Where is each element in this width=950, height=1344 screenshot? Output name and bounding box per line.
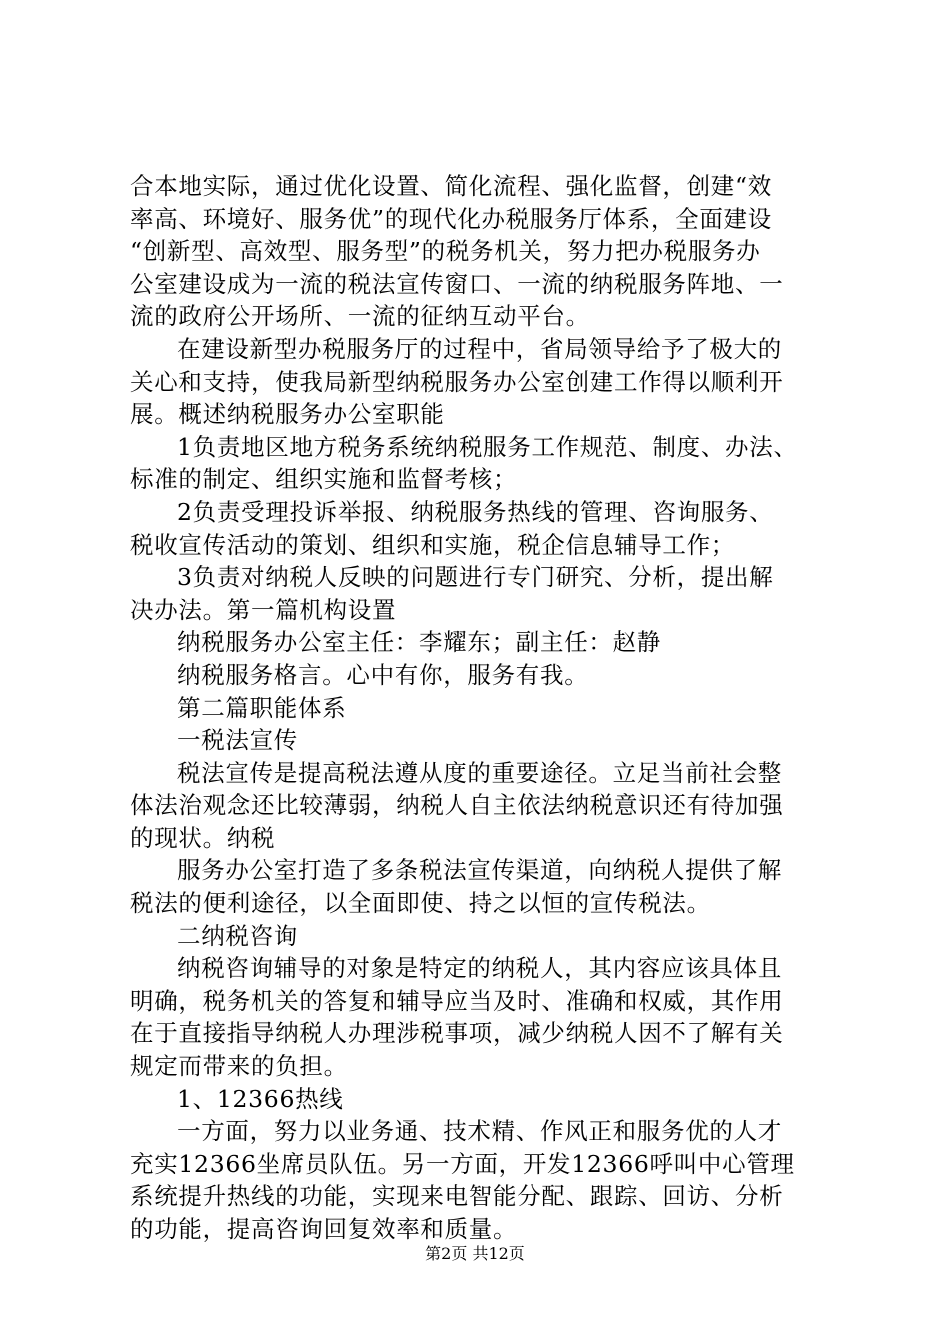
text-line: 展。概述纳税服务办公室职能 <box>130 400 445 429</box>
text-line: 系统提升热线的功能，实现来电智能分配、跟踪、回访、分析 <box>130 1182 784 1211</box>
text-line: 充实12366坐席员队伍。另一方面，开发12366呼叫中心管理 <box>130 1149 795 1178</box>
text-line: 税收宣传活动的策划、组织和实施，税企信息辅导工作； <box>130 530 735 559</box>
text-line: 1负责地区地方税务系统纳税服务工作规范、制度、办法、 <box>177 432 798 461</box>
text-line: 3负责对纳税人反映的问题进行专门研究、分析，提出解 <box>177 563 774 592</box>
text-line: 的功能，提高咨询回复效率和质量。 <box>130 1215 518 1243</box>
text-line: 服务办公室打造了多条税法宣传渠道，向纳税人提供了解 <box>177 856 782 885</box>
text-line: 2负责受理投诉举报、纳税服务热线的管理、咨询服务、 <box>177 497 774 526</box>
document-body <box>130 170 840 1246</box>
text-line: 体法治观念还比较薄弱，纳税人自主依法纳税意识还有待加强 <box>130 791 784 820</box>
section-heading: 1、12366热线 <box>177 1084 344 1113</box>
section-heading: 二纳税咨询 <box>177 921 298 950</box>
text-line: 税法的便利途径，以全面即使、持之以恒的宣传税法。 <box>130 889 711 918</box>
text-line: 纳税服务办公室主任：李耀东；副主任：赵静 <box>177 628 661 657</box>
text-line: 在于直接指导纳税人办理涉税事项，减少纳税人因不了解有关 <box>130 1019 784 1048</box>
text-line: 决办法。第一篇机构设置 <box>130 595 397 624</box>
section-heading: 第二篇职能体系 <box>177 693 347 722</box>
text-line: 合本地实际，通过优化设置、简化流程、强化监督，创建“效 <box>130 172 772 200</box>
text-line: 在建设新型办税服务厅的过程中，省局领导给予了极大的 <box>177 334 782 363</box>
text-line: 流的政府公开场所、一流的征纳互动平台。 <box>130 302 590 331</box>
text-line: 一方面，努力以业务通、技术精、作风正和服务优的人才 <box>177 1117 782 1146</box>
text-line: 关心和支持，使我局新型纳税服务办公室创建工作得以顺利开 <box>130 367 784 396</box>
text-line: 税法宣传是提高税法遵从度的重要途径。立足当前社会整 <box>177 758 782 787</box>
text-line: 公室建设成为一流的税法宣传窗口、一流的纳税服务阵地、一 <box>130 269 784 298</box>
text-line: “创新型、高效型、服务型”的税务机关，努力把办税服务办 <box>130 237 761 266</box>
section-heading: 一税法宣传 <box>177 726 298 755</box>
page-footer: 第2页 共12页 <box>425 1244 525 1263</box>
text-line: 纳税咨询辅导的对象是特定的纳税人，其内容应该具体且 <box>177 954 782 983</box>
text-line: 纳税服务格言。心中有你，服务有我。 <box>177 660 589 689</box>
text-line: 标准的制定、组织实施和监督考核； <box>130 465 518 494</box>
text-line: 的现状。纳税 <box>130 823 276 852</box>
text-line: 规定而带来的负担。 <box>130 1052 348 1081</box>
text-line: 明确，税务机关的答复和辅导应当及时、准确和权威，其作用 <box>130 986 784 1015</box>
text-line: 率高、环境好、服务优”的现代化办税服务厅体系，全面建设 <box>130 204 772 233</box>
